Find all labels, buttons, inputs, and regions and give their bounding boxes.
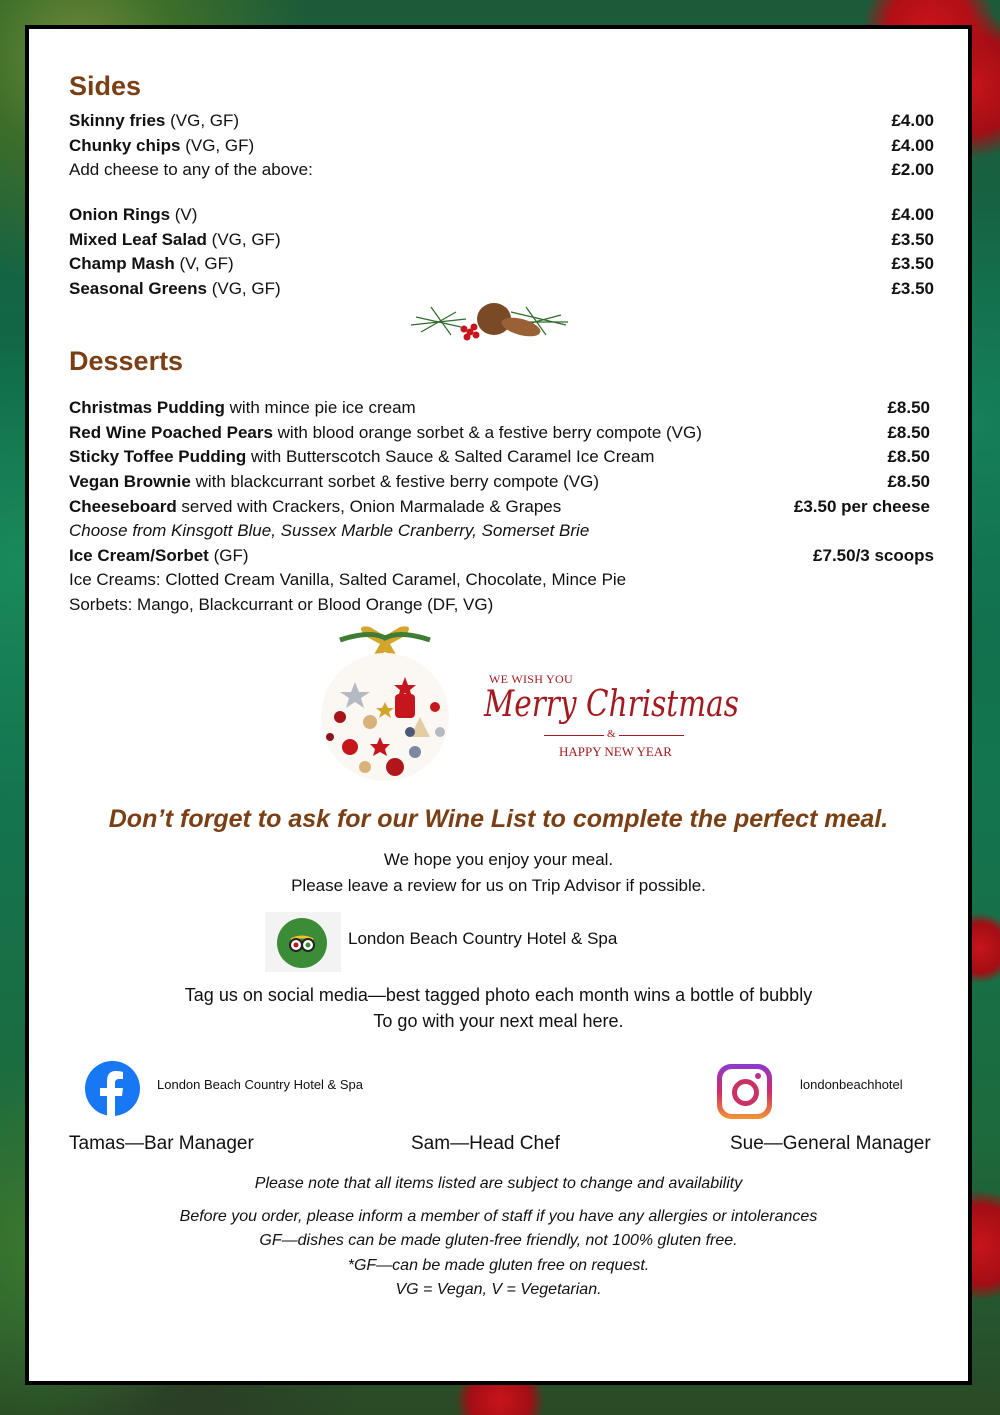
item-name: Chunky chips	[69, 136, 181, 155]
item-tags: (VG, GF)	[165, 111, 240, 130]
item-name: Red Wine Poached Pears	[69, 423, 273, 442]
sides-heading: Sides	[69, 71, 142, 101]
instagram-icon[interactable]	[717, 1064, 772, 1119]
item-price: £4.00	[891, 205, 934, 224]
item-price: £3.50	[891, 230, 934, 249]
item-price: £7.50/3 scoops	[813, 546, 934, 565]
desserts-heading: Desserts	[69, 346, 184, 376]
menu-item-note	[69, 519, 934, 543]
staff-bar-manager: Tamas—Bar Manager	[69, 1133, 254, 1154]
menu-item	[69, 203, 934, 227]
tripadvisor-owl-icon	[277, 918, 327, 968]
tripadvisor-label[interactable]: London Beach Country Hotel & Spa	[348, 929, 618, 948]
pine-cone-decoration-icon	[406, 297, 571, 347]
item-name: Cheeseboard	[69, 497, 177, 516]
menu-item	[69, 544, 934, 568]
enjoy-message: We hope you enjoy your meal.	[383, 850, 614, 869]
menu-item-note	[69, 568, 934, 592]
item-price: £8.50	[887, 447, 930, 466]
facebook-icon[interactable]	[85, 1061, 140, 1116]
menu-item	[69, 396, 934, 420]
cheese-options: Choose from Kinsgott Blue, Sussex Marble Cranberry, Somerset Brie	[69, 521, 590, 540]
menu-item-note	[69, 593, 934, 617]
menu-page	[25, 25, 972, 1385]
item-price: £3.50	[891, 254, 934, 273]
item-name: Seasonal Greens	[69, 279, 207, 298]
menu-item	[69, 445, 934, 469]
menu-item	[69, 134, 934, 158]
item-price: £4.00	[891, 136, 934, 155]
item-note: Add cheese to any of the above:	[69, 160, 313, 179]
item-name: Christmas Pudding	[69, 398, 225, 417]
item-desc: with mince pie ice cream	[224, 398, 416, 417]
item-tags: (VG, GF)	[206, 230, 281, 249]
greeting-ampersand: &	[604, 728, 619, 740]
item-price: £4.00	[891, 111, 934, 130]
menu-item	[69, 158, 934, 182]
item-name: Skinny fries	[69, 111, 166, 130]
gf-note: GF—dishes can be made gluten-free friendly, not 100% gluten free.	[259, 1232, 738, 1249]
item-name: Mixed Leaf Salad	[69, 230, 207, 249]
menu-item	[69, 470, 934, 494]
item-name: Ice Cream/Sorbet	[69, 546, 209, 565]
staff-general-manager: Sue—General Manager	[730, 1133, 931, 1154]
instagram-label[interactable]: londonbeachhotel	[800, 1077, 903, 1092]
greeting-merry-christmas: Merry Christmas	[484, 684, 739, 725]
item-desc: served with Crackers, Onion Marmalade & Grapes	[176, 497, 562, 516]
item-price: £8.50	[887, 423, 930, 442]
item-name: Vegan Brownie	[69, 472, 191, 491]
item-desc: with Butterscotch Sauce & Salted Caramel Ice Cream	[246, 447, 655, 466]
item-name: Champ Mash	[69, 254, 175, 273]
social-media-message-2: To go with your next meal here.	[373, 1011, 624, 1031]
item-desc: with blackcurrant sorbet & festive berry compote (VG)	[190, 472, 600, 491]
item-price: £2.00	[891, 160, 934, 179]
item-tags: (VG, GF)	[206, 279, 281, 298]
menu-item	[69, 495, 934, 519]
wine-list-callout: Don’t forget to ask for our Wine List to complete the perfect meal.	[108, 805, 889, 833]
item-price: £8.50	[887, 398, 930, 417]
item-desc: (GF)	[208, 546, 249, 565]
christmas-bauble-decoration-icon	[310, 622, 460, 784]
greeting-new-year: HAPPY NEW YEAR	[559, 744, 672, 759]
item-tags: (V)	[170, 205, 198, 224]
item-tags: (VG, GF)	[180, 136, 255, 155]
diet-key-note: VG = Vegan, V = Vegetarian.	[395, 1281, 602, 1298]
menu-item	[69, 228, 934, 252]
item-name: Sticky Toffee Pudding	[69, 447, 247, 466]
sorbet-flavours: Sorbets: Mango, Blackcurrant or Blood Orange (DF, VG)	[69, 595, 494, 614]
item-price: £3.50 per cheese	[793, 497, 930, 516]
christmas-greeting	[484, 669, 739, 769]
allergy-note: Before you order, please inform a member of staff if you have any allergies or intolerances	[179, 1208, 818, 1225]
staff-head-chef: Sam—Head Chef	[411, 1133, 560, 1154]
menu-item	[69, 421, 934, 445]
availability-note: Please note that all items listed are subject to change and availability	[254, 1175, 743, 1192]
item-tags: (V, GF)	[174, 254, 234, 273]
social-media-message: Tag us on social media—best tagged photo each month wins a bottle of bubbly	[184, 985, 813, 1005]
item-desc: with blood orange sorbet & a festive berry compote (VG)	[272, 423, 702, 442]
tripadvisor-link[interactable]	[265, 912, 341, 972]
menu-item	[69, 109, 934, 133]
item-name: Onion Rings	[69, 205, 171, 224]
ice-cream-flavours: Ice Creams: Clotted Cream Vanilla, Salted Caramel, Chocolate, Mince Pie	[69, 570, 627, 589]
gf-request-note: *GF—can be made gluten free on request.	[347, 1257, 650, 1274]
review-request: Please leave a review for us on Trip Advisor if possible.	[291, 876, 706, 895]
facebook-label[interactable]: London Beach Country Hotel & Spa	[157, 1077, 363, 1092]
greeting-line1: WE WISH YOU	[489, 672, 573, 686]
item-price: £3.50	[891, 279, 934, 298]
item-price: £8.50	[887, 472, 930, 491]
menu-item	[69, 252, 934, 276]
